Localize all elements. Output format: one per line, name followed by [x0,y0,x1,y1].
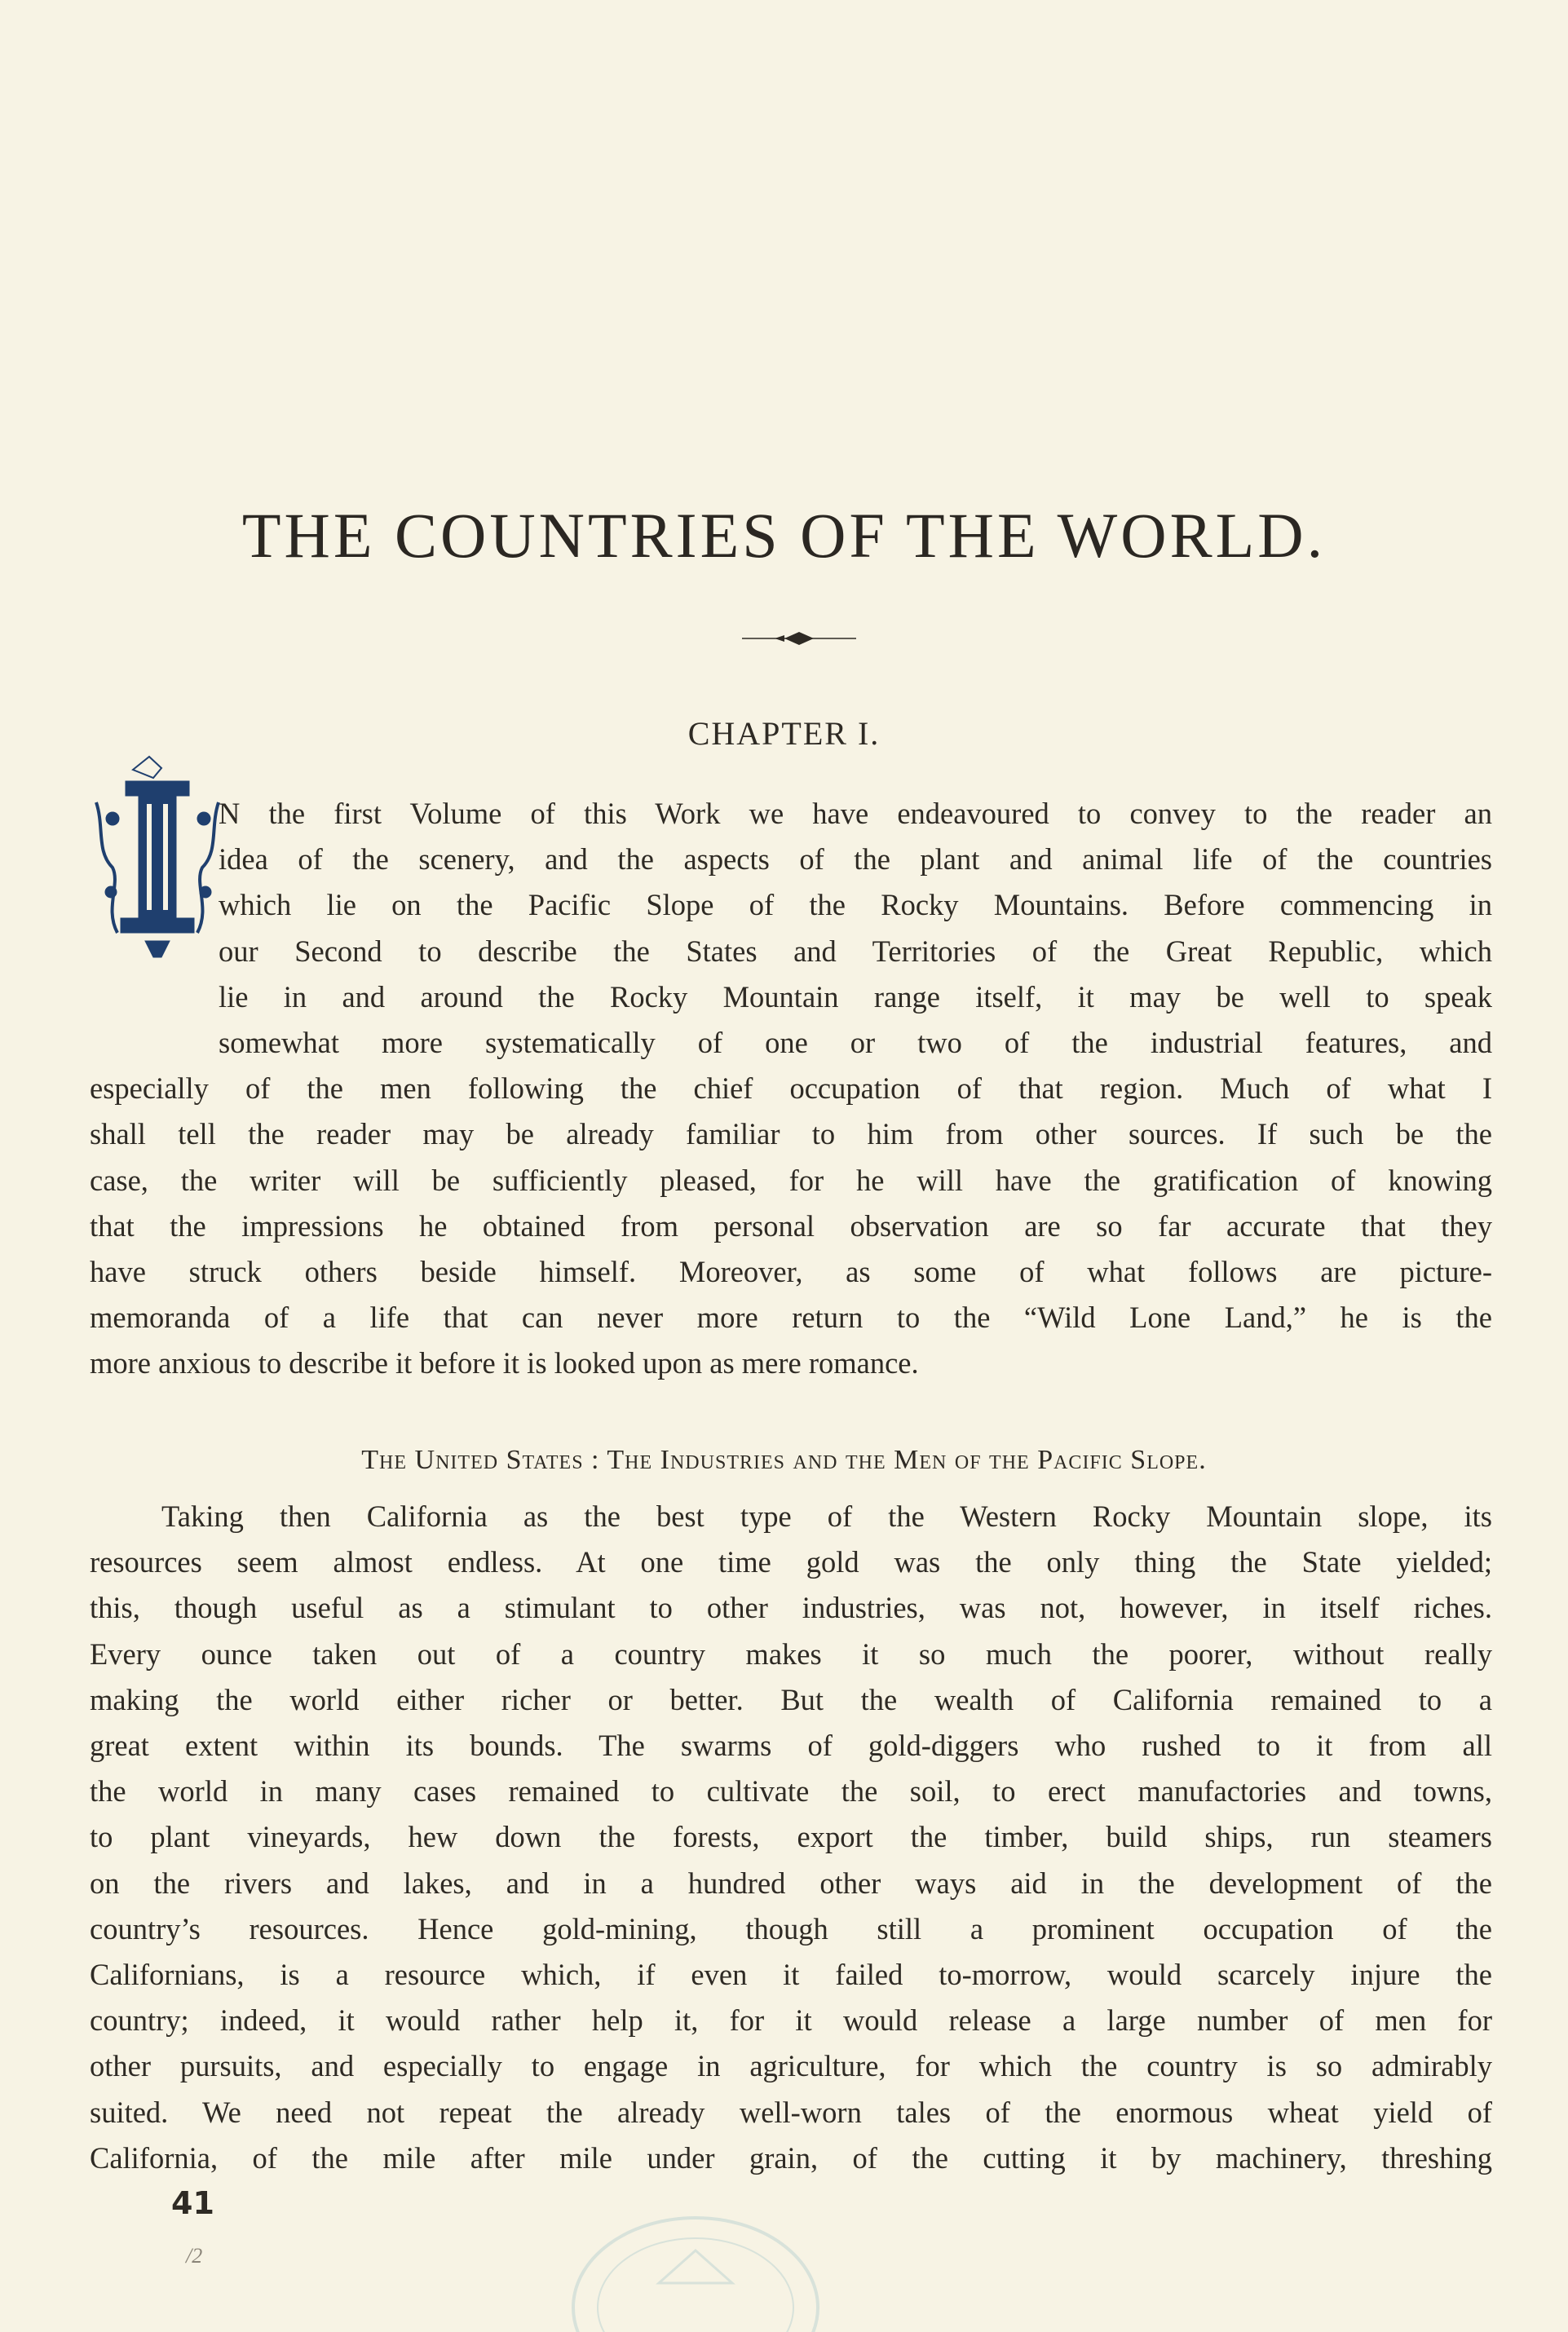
text-line: have struck others beside himself. Moreover, as some of what follows are picture- [90,1255,1492,1289]
text-line: our Second to describe the States and Territories of the Great Republic, which [219,934,1492,968]
text-line: this, though useful as a stimulant to other industries, was not, however, in itself riches. [90,1591,1492,1625]
ornament-divider-icon [742,629,856,647]
page-number: 41 [171,2185,214,2221]
paragraph-intro [90,791,1492,1387]
text-line: country’s resources. Hence gold-mining, though still a prominent occupation of the [90,1911,1492,1946]
text-line: N the first Volume of this Work we have endeavoured to convey to the reader an [219,797,1492,830]
text-line: somewhat more systematically of one or two of the industrial features, and [219,1026,1492,1060]
library-stamp-icon [561,2210,830,2332]
text-line: shall tell the reader may be already familiar to him from other sources. If such be the [90,1117,1492,1151]
text-line: suited. We need not repeat the already well-worn tales of the enormous wheat yield of [90,2095,1492,2129]
chapter-heading: CHAPTER I. [687,715,881,752]
text-line: great extent within its bounds. The swarms of gold-diggers who rushed to it from all [90,1729,1492,1763]
text-line: country; indeed, it would rather help it, for it would release a large number of men for [90,2003,1492,2038]
text-line: especially of the men following the chief occupation of that region. Much of what I [90,1071,1492,1106]
text-line: Every ounce taken out of a country makes it so much the poorer, without really [90,1636,1492,1671]
text-line: Taking then California as the best type of the Western Rocky Mountain slope, its [161,1499,1492,1533]
text-line: resources seem almost endless. At one time gold was the only thing the State yielded; [90,1545,1492,1579]
text-line: on the rivers and lakes, and in a hundred other ways aid in the development of the [90,1866,1492,1900]
text-line: the world in many cases remained to cultivate the soil, to erect manufactories and towns, [90,1774,1492,1809]
text-line: which lie on the Pacific Slope of the Rocky Mountains. Before commencing in [219,888,1492,922]
text-line: memoranda of a life that can never more return to the “Wild Lone Land,” he is the [90,1301,1492,1335]
text-line: California, of the mile after mile under grain, of the cutting it by machinery, threshing [90,2140,1492,2175]
text-line: to plant vineyards, hew down the forests, export the timber, build ships, run steamers [90,1820,1492,1854]
pencil-annotation: /2 [186,2244,203,2268]
text-line: Californians, is a resource which, if even it failed to-morrow, would scarcely injure the [90,1958,1492,1992]
text-line: case, the writer will be sufficiently pleased, for he will have the gratification of knowing [90,1163,1492,1197]
text-line: idea of the scenery, and the aspects of the plant and animal life of the countries [219,842,1492,877]
text-line: that the impressions he obtained from personal observation are so far accurate that they [90,1208,1492,1243]
text-line: lie in and around the Rocky Mountain range itself, it may be well to speak [219,979,1492,1014]
section-heading: The United States : The Industries and the Men of the Pacific Slope. [361,1445,1207,1475]
text-line: more anxious to describe it before it is looked upon as mere romance. [90,1346,919,1380]
book-title: THE COUNTRIES OF THE WORLD. [241,500,1327,571]
text-line: other pursuits, and especially to engage in agriculture, for which the country is so admirably [90,2049,1492,2083]
text-line: making the world either richer or better. But the wealth of California remained to a [90,1682,1492,1716]
paragraph-california [90,1494,1492,2181]
